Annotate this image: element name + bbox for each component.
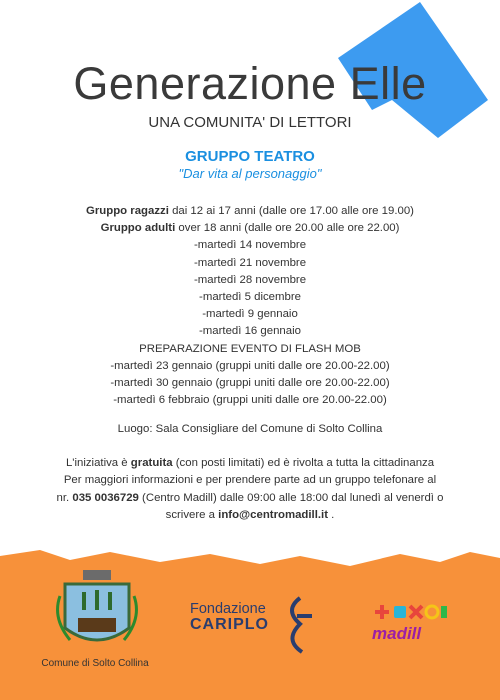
info-text: nr. xyxy=(56,491,73,504)
cariplo-label-2: CARIPLO xyxy=(190,616,269,633)
date-item: -martedì 28 novembre xyxy=(193,273,307,286)
group-title: GRUPPO TEATRO xyxy=(185,148,315,165)
info-text: scrivere a xyxy=(165,509,219,522)
date-item: -martedì 9 gennaio xyxy=(202,308,298,321)
cariplo-label-1: Fondazione xyxy=(190,601,266,617)
info-text: L'iniziativa è xyxy=(65,457,131,469)
flash-mob-date: -martedì 23 gennaio (gruppi uniti dalle ore 20.00-22.00) xyxy=(110,359,390,372)
info-text: . xyxy=(328,509,335,522)
comune-label: Comune di Solto Collina xyxy=(41,658,149,669)
info-block xyxy=(0,455,500,525)
flash-mob-heading: PREPARAZIONE EVENTO DI FLASH MOB xyxy=(139,342,361,355)
flash-mob-date: -martedì 6 febbraio (gruppi uniti dalle ore 20.00-22.00) xyxy=(113,394,387,407)
adulti-text: over 18 anni (dalle ore 20.00 alle ore 22.00) xyxy=(175,222,400,235)
date-item: -martedì 21 novembre xyxy=(193,256,307,269)
free-label: gratuita xyxy=(130,457,173,469)
phone-number[interactable]: 035 0036729 xyxy=(72,491,139,504)
email-link[interactable]: info@centromadill.it xyxy=(218,509,329,522)
date-item: -martedì 5 dicembre xyxy=(199,291,301,304)
page-subtitle: UNA COMUNITA' DI LETTORI xyxy=(148,114,352,131)
ragazzi-text: dai 12 ai 17 anni (dalle ore 17.00 alle ore 19.00) xyxy=(168,205,414,217)
ragazzi-label: Gruppo ragazzi xyxy=(86,205,169,217)
page-title: Generazione Elle xyxy=(73,58,427,109)
schedule xyxy=(0,203,500,409)
flash-mob-date: -martedì 30 gennaio (gruppi uniti dalle ore 20.00-22.00) xyxy=(110,377,390,390)
schedule-ragazzi xyxy=(0,203,500,220)
date-item: -martedì 16 gennaio xyxy=(199,325,301,338)
info-text: (con posti limitati) ed è rivolta a tutta la cittadinanza xyxy=(172,457,435,469)
info-line-1 xyxy=(0,455,500,472)
location: Luogo: Sala Consigliare del Comune di Solto Collina xyxy=(117,423,383,435)
info-line-4 xyxy=(0,507,500,524)
info-text: (Centro Madill) dalle 09:00 alle 18:00 dal lunedì al venerdì o xyxy=(138,491,444,504)
event-tagline: "Dar vita al personaggio" xyxy=(178,166,322,181)
schedule-adulti xyxy=(0,220,500,237)
info-line-2: Per maggiori informazioni e per prendere parte ad un gruppo telefonare al xyxy=(63,474,437,487)
info-line-3 xyxy=(0,490,500,507)
adulti-label: Gruppo adulti xyxy=(100,222,176,235)
madill-label: madill xyxy=(372,624,422,643)
date-item: -martedì 14 novembre xyxy=(193,239,307,252)
